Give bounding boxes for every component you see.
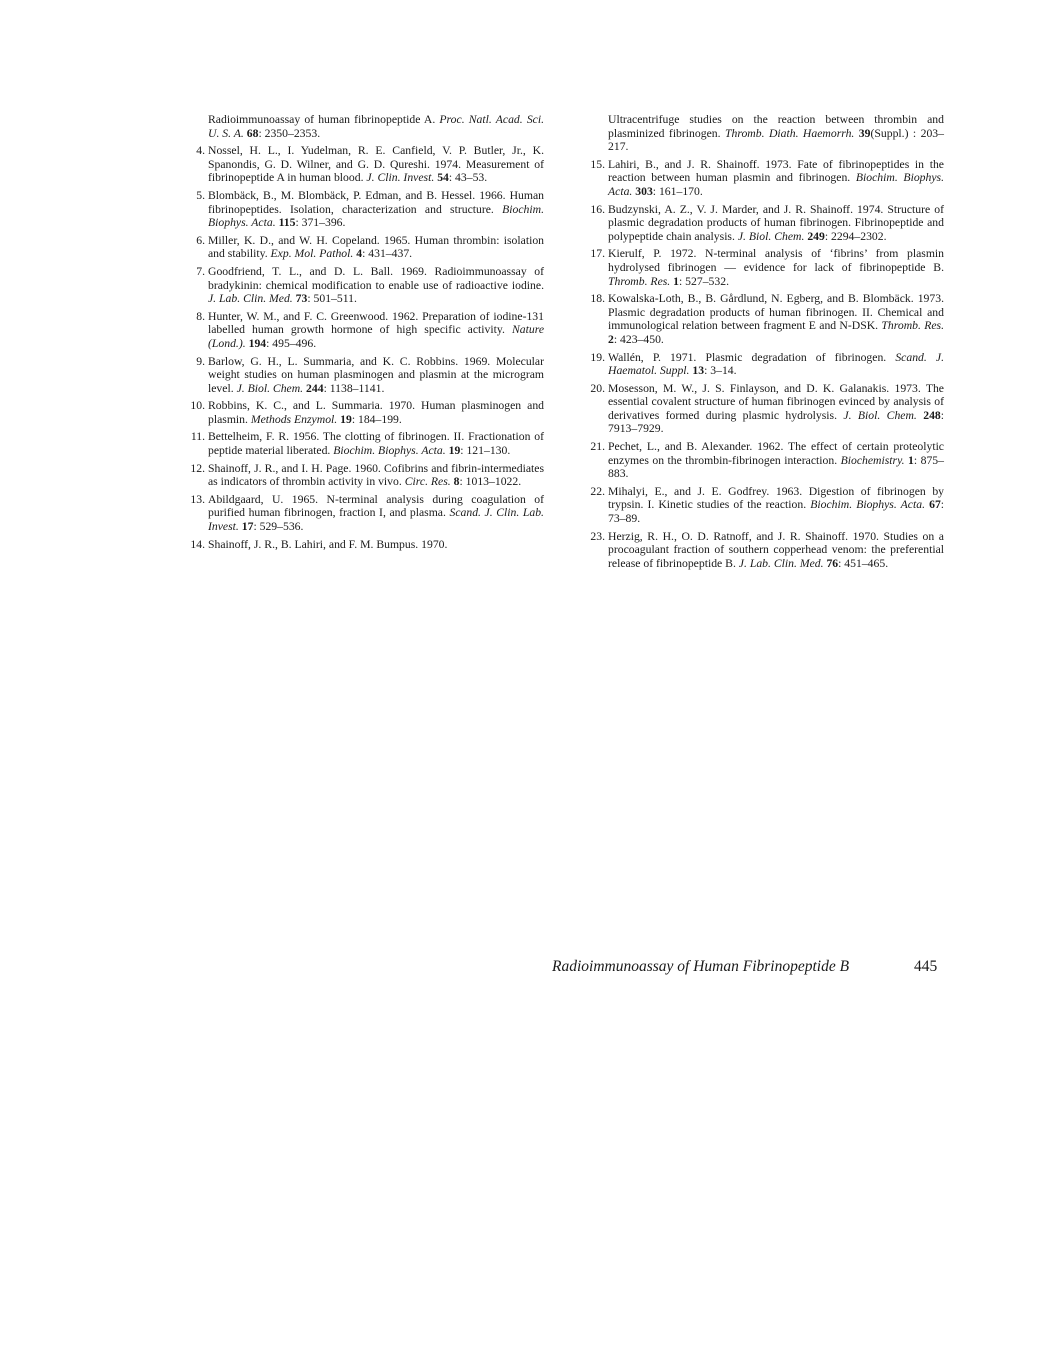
reference-title: Structure of plasmic degradation products of human fibrinogen. Fibrinopeptide and polypeptide chain analysis.	[608, 202, 945, 243]
reference-pages: : 451–465.	[838, 556, 889, 570]
reference-volume: 67	[929, 498, 941, 512]
reference-year: 1973.	[917, 292, 944, 306]
reference-entry	[188, 430, 544, 457]
reference-entry	[188, 310, 544, 351]
reference-volume: 1	[673, 274, 679, 288]
reference-authors: Miller, K. D., and W. H. Copeland.	[208, 233, 380, 247]
reference-journal: Biochim. Biophys. Acta.	[208, 202, 544, 230]
reference-journal: Biochemistry.	[840, 453, 905, 467]
reference-entry	[588, 247, 944, 288]
reference-title: Plasmic degradation of fibrinogen.	[705, 350, 887, 364]
reference-entry	[188, 399, 544, 426]
reference-number: 12.	[190, 461, 205, 475]
reference-authors: Mihalyi, E., and J. E. Godfrey.	[608, 484, 770, 498]
reference-number: 21.	[590, 440, 605, 454]
reference-number: 18.	[590, 292, 605, 306]
reference-volume: 194	[248, 336, 267, 350]
reference-number: 8.	[196, 309, 205, 323]
reference-number: 7.	[196, 264, 205, 278]
reference-authors: Pechet, L., and B. Alexander.	[608, 440, 753, 454]
reference-authors: Wallén, P.	[608, 350, 661, 364]
reference-number: 14.	[190, 537, 205, 551]
reference-number: 23.	[590, 529, 605, 543]
reference-entry	[588, 440, 944, 481]
reference-pages: : 495–496.	[266, 336, 317, 350]
reference-entry	[588, 382, 944, 436]
reference-pages: : 501–511.	[307, 292, 357, 306]
reference-volume: 73	[295, 292, 308, 306]
reference-volume: 19	[448, 444, 461, 458]
reference-year: 1962.	[392, 309, 419, 323]
reference-volume: 76	[826, 556, 839, 570]
reference-title: Plasmic degradation products of human fibrinogen. II. Chemical and immunological relation between fragment E and N-DSK.	[608, 305, 944, 333]
reference-title: Preparation of iodine-131 labelled human growth hormone of high specific activity.	[208, 309, 544, 337]
reference-journal: Biochim. Biophys. Acta.	[333, 444, 446, 458]
reference-pages: : 3–14.	[704, 364, 737, 378]
reference-entry	[188, 538, 544, 552]
reference-entry	[588, 203, 944, 244]
reference-year: 1962.	[757, 440, 784, 454]
reference-volume: 244	[306, 381, 324, 395]
reference-authors: Nossel, H. L., I. Yudelman, R. E. Canfield, V. P. Butler, Jr., K. Spanondis, G. D. Wilner, and G. D. Qureshi.	[208, 144, 544, 171]
reference-authors: Hunter, W. M., and F. C. Greenwood.	[208, 309, 389, 323]
reference-volume: 39	[858, 126, 871, 140]
reference-year: 1969.	[400, 264, 427, 278]
reference-number: 11.	[190, 430, 205, 444]
reference-title: Measurement of fibrinopeptide A in human blood.	[208, 157, 544, 185]
reference-pages: : 423–450.	[613, 332, 664, 346]
reference-year: 1970.	[852, 529, 879, 543]
reference-journal: Thromb. Res.	[608, 274, 671, 288]
reference-entry	[588, 158, 944, 199]
page-number: 445	[914, 958, 938, 975]
reference-entry	[188, 462, 544, 489]
reference-authors: Barlow, G. H., L. Summaria, and K. C. Robbins.	[208, 354, 459, 368]
reference-authors: Blombäck, B., M. Blombäck, P. Edman, and B. Hessel.	[208, 188, 476, 202]
reference-year: 1956.	[292, 430, 320, 444]
running-head: Radioimmunoassay of Human Fibrinopeptide B	[552, 958, 850, 975]
reference-entry	[188, 144, 544, 185]
reference-volume: 17	[241, 520, 254, 534]
reference-pages: : 1013–1022.	[459, 475, 522, 489]
reference-pages: : 431–437.	[362, 247, 413, 261]
reference-pages: : 43–53.	[448, 171, 488, 185]
reference-number: 9.	[196, 354, 205, 368]
reference-year: 1969.	[463, 354, 491, 368]
reference-title: The clotting of fibrinogen. II. Fractionation of peptide material liberated.	[208, 430, 544, 458]
reference-pages: : 529–536.	[253, 520, 304, 534]
reference-title: Digestion of fibrinogen by trypsin. I. Kinetic studies of the reaction.	[608, 484, 945, 512]
reference-entry	[588, 292, 944, 346]
reference-pages: : 2350–2353.	[258, 126, 321, 140]
reference-entry	[588, 485, 944, 526]
reference-authors: Lahiri, B., and J. R. Shainoff.	[608, 157, 760, 171]
reference-pages: : 875–883.	[608, 453, 944, 481]
reference-journal: J. Clin. Invest.	[366, 171, 435, 185]
reference-title: Radioimmunoassay of human fibrinopeptide A.	[208, 113, 436, 126]
reference-number: 13.	[190, 492, 205, 506]
reference-title: Ultracentrifuge studies on the reaction between thrombin and plasminized fibrinogen.	[608, 113, 944, 140]
reference-pages: : 1138–1141.	[323, 381, 385, 395]
reference-journal: Nature (Lond.).	[208, 323, 545, 350]
references-right-column	[588, 113, 944, 574]
reference-volume: 248	[923, 408, 941, 422]
reference-number: 19.	[590, 350, 605, 364]
reference-year: 1972.	[670, 247, 697, 261]
reference-year: 1963.	[775, 484, 803, 498]
reference-title: Human fibrinopeptides. Isolation, characterization and structure.	[208, 188, 545, 216]
reference-journal: J. Biol. Chem.	[843, 408, 917, 422]
reference-authors: Kierulf, P.	[608, 247, 662, 261]
reference-journal: Thromb. Res.	[881, 319, 945, 333]
reference-year: 1973.	[765, 157, 792, 171]
reference-journal: Biochim. Biophys. Acta.	[608, 171, 945, 198]
reference-volume: 19	[340, 412, 352, 426]
reference-authors: Robbins, K. C., and L. Summaria.	[208, 399, 383, 413]
reference-pages: : 2294–2302.	[824, 229, 887, 243]
reference-volume: 1	[908, 453, 914, 467]
reference-pages: : 7913–7929.	[608, 408, 944, 436]
reference-volume: 249	[807, 229, 825, 243]
reference-title: The effect of certain proteolytic enzymes on the thrombin-fibrinogen interaction.	[608, 440, 944, 467]
reference-volume: 4	[356, 247, 363, 261]
reference-number: 4.	[196, 144, 205, 158]
reference-entry	[588, 113, 944, 154]
reference-year: 1970.	[421, 537, 448, 551]
reference-pages: : 371–396.	[295, 216, 346, 230]
reference-journal: Methods Enzymol.	[250, 412, 338, 426]
reference-authors: Shainoff, J. R., B. Lahiri, and F. M. Bumpus.	[208, 537, 419, 551]
reference-volume: 115	[278, 216, 296, 230]
reference-pages: : 161–170.	[652, 184, 703, 198]
reference-journal: J. Lab. Clin. Med.	[738, 556, 824, 570]
reference-authors: Shainoff, J. R., and I. H. Page.	[208, 461, 352, 475]
reference-journal: Scand. J. Clin. Lab. Invest.	[208, 506, 544, 534]
reference-year: 1965.	[291, 492, 319, 506]
reference-entry	[588, 351, 944, 378]
reference-entry	[588, 530, 944, 571]
reference-authors: Bettelheim, F. R.	[208, 430, 290, 444]
reference-number: 10.	[190, 399, 205, 413]
reference-journal: Proc. Natl. Acad. Sci. U. S. A.	[208, 113, 545, 140]
references-left-column	[188, 113, 544, 555]
reference-journal: Thromb. Diath. Haemorrh.	[724, 126, 855, 140]
reference-pages: : 527–532.	[679, 274, 729, 288]
reference-title: Molecular weight studies on human plasminogen and plasmin at the microgram level.	[208, 354, 545, 395]
reference-journal: Scand. J. Haematol. Suppl.	[608, 350, 945, 378]
reference-entry	[188, 189, 544, 230]
reference-entry	[188, 113, 544, 140]
reference-journal: Biochim. Biophys. Acta.	[810, 498, 925, 512]
reference-number: 5.	[196, 188, 205, 202]
reference-year: 1970.	[388, 399, 416, 413]
reference-entry	[188, 265, 544, 306]
reference-journal: J. Biol. Chem.	[236, 381, 304, 395]
reference-pages: : 121–130.	[460, 444, 511, 458]
reference-journal: J. Biol. Chem.	[737, 229, 805, 243]
reference-pages: : 184–199.	[351, 412, 402, 426]
reference-number: 16.	[590, 202, 605, 216]
reference-title: Human thrombin: isolation and stability.	[208, 233, 545, 261]
reference-pages: : 73–89.	[608, 498, 945, 526]
reference-volume: 54	[437, 171, 449, 185]
reference-title: Fate of fibrinopeptides in the reaction between human plasmin and fibrinogen.	[608, 157, 944, 185]
reference-entry	[188, 493, 544, 534]
reference-title: Radioimmunoassay of bradykinin: chemical modification to enable use of radioactive iodine.	[208, 264, 545, 292]
reference-volume: 8	[453, 475, 460, 489]
reference-number: 17.	[590, 247, 605, 261]
reference-number: 20.	[590, 381, 605, 395]
reference-volume: 68	[246, 126, 259, 140]
reference-journal: Exp. Mol. Pathol.	[270, 247, 354, 261]
reference-volume: 2	[608, 332, 614, 346]
reference-journal: Circ. Res.	[404, 475, 451, 489]
reference-authors: Kowalska-Loth, B., B. Gårdlund, N. Egberg, and B. Blombäck.	[608, 292, 914, 306]
reference-year: 1974.	[857, 202, 884, 216]
reference-number: 6.	[196, 233, 205, 247]
reference-year: 1965.	[384, 233, 411, 247]
reference-title: The essential covalent structure of human fibrinogen evinced by analysis of derivatives formed during plasmic hydrolysis.	[608, 381, 944, 422]
reference-year: 1974.	[434, 157, 461, 171]
reference-pages: (Suppl.) : 203–217.	[608, 126, 944, 154]
reference-journal: J. Lab. Clin. Med.	[208, 292, 293, 306]
reference-title: Cofibrins and fibrin-intermediates as indicators of thrombin activity in vivo.	[208, 461, 544, 489]
reference-authors: Goodfriend, T. L., and D. L. Ball.	[208, 264, 393, 278]
reference-authors: Budzynski, A. Z., V. J. Marder, and J. R. Shainoff.	[608, 202, 853, 216]
reference-volume: 13	[692, 364, 705, 378]
reference-entry	[188, 234, 544, 261]
reference-number: 22.	[590, 484, 605, 498]
reference-title: Human plasminogen and plasmin.	[208, 399, 545, 426]
reference-volume: 303	[635, 184, 653, 198]
reference-authors: Abildgaard, U.	[208, 492, 284, 506]
reference-entry	[188, 355, 544, 396]
reference-title: Studies on a procoagulant fraction of southern copperhead venom: the preferential release of fibrinopeptide B.	[608, 529, 944, 570]
reference-year: 1971.	[670, 350, 697, 364]
reference-number: 15.	[590, 157, 605, 171]
reference-year: 1960.	[354, 461, 381, 475]
reference-authors: Mosesson, M. W., J. S. Finlayson, and D. K. Galanakis.	[608, 381, 890, 395]
reference-year: 1973.	[894, 381, 921, 395]
reference-title: N-terminal analysis of ‘fibrins’ from plasmin hydrolysed fibrinogen — evidence for lack of fibrinopeptide B.	[608, 247, 945, 274]
reference-title: N-terminal analysis during coagulation of purified human fibrinogen, fraction I, and plasma.	[208, 492, 545, 520]
reference-year: 1966.	[479, 188, 506, 202]
reference-authors: Herzig, R. H., O. D. Ratnoff, and J. R. Shainoff.	[608, 529, 849, 543]
